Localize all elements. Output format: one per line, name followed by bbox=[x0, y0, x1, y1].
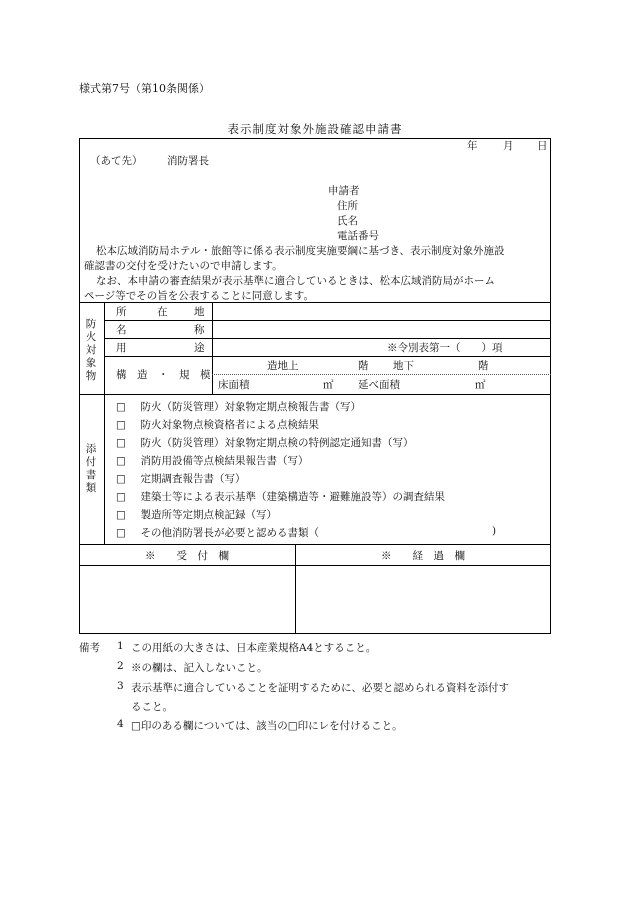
progress-field[interactable] bbox=[296, 566, 550, 633]
use-reference: ※令別表第一（ ）項 bbox=[387, 342, 503, 354]
reception-header: ※ 受 付 欄 bbox=[145, 550, 229, 562]
attachment-other-close: ) bbox=[492, 525, 497, 537]
note-text: この用紙の大きさは、日本産業規格A4とすること。 bbox=[131, 642, 377, 654]
total-area-unit: ㎡ bbox=[475, 379, 486, 391]
body-para1-line1: 松本広域消防局ホテル・旅館等に係る表示制度実施要綱に基づき、表示制度対象外施設 bbox=[96, 245, 505, 257]
checkbox-icon[interactable]: □ bbox=[116, 437, 126, 449]
note-text: □印のある欄については、該当の□印にレを付けること。 bbox=[131, 720, 403, 732]
attachment-item[interactable]: □ 消防用設備等点検結果報告書（写） bbox=[116, 455, 309, 467]
divider-target-top bbox=[79, 302, 551, 303]
floor-area-label: 床面積 bbox=[218, 379, 250, 391]
divider-target-bottom bbox=[79, 394, 551, 395]
attachment-item[interactable]: □ 防火（防災管理）対象物定期点検報告書（写） bbox=[116, 401, 361, 413]
name-label-2: 称 bbox=[194, 324, 205, 336]
applicant-label: 申請者 bbox=[328, 185, 360, 197]
structure-floors: 階 bbox=[358, 360, 369, 372]
attachment-item[interactable]: □ 防火対象物点検資格者による点検結果 bbox=[116, 419, 319, 431]
structure-ground: 造地上 bbox=[267, 360, 299, 372]
divider-target-col2 bbox=[212, 302, 213, 394]
note-num: 1 bbox=[117, 640, 124, 652]
location-label-1: 所 bbox=[116, 306, 127, 318]
attachment-item[interactable]: □ 定期調査報告書（写） bbox=[116, 473, 246, 485]
use-label-2: 途 bbox=[194, 342, 205, 354]
divider-row-use bbox=[104, 356, 551, 357]
attachment-item[interactable]: □ その他消防署長が必要と認める書類（ bbox=[116, 527, 319, 539]
checkbox-icon[interactable]: □ bbox=[116, 527, 126, 539]
attachment-item[interactable]: □ 防火（防災管理）対象物定期点検の特例認定通知書（写） bbox=[116, 437, 414, 449]
divider-attach-col bbox=[104, 394, 105, 544]
attachment-item[interactable]: □ 建築士等による表示基準（建築構造等・避難施設等）の調査結果 bbox=[116, 491, 445, 503]
date-year: 年 bbox=[467, 140, 478, 152]
checkbox-icon[interactable]: □ bbox=[116, 455, 126, 467]
date-day: 日 bbox=[537, 140, 548, 152]
location-label-3: 地 bbox=[194, 306, 205, 318]
divider-structure-mid bbox=[212, 374, 551, 375]
checkbox-icon[interactable]: □ bbox=[116, 419, 126, 431]
divider-reception-top bbox=[79, 544, 551, 545]
divider-row-location bbox=[104, 320, 551, 321]
name-label-1: 名 bbox=[116, 324, 127, 336]
body-para2-line1: なお、本申請の審査結果が表示基準に適合しているときは、松本広域消防局がホーム bbox=[96, 275, 495, 287]
note-num: 2 bbox=[117, 660, 124, 672]
applicant-phone: 電話番号 bbox=[337, 230, 379, 242]
total-area-label: 延べ面積 bbox=[358, 379, 400, 391]
note-num: 4 bbox=[117, 718, 124, 730]
checkbox-icon[interactable]: □ bbox=[116, 401, 126, 413]
location-label-2: 在 bbox=[157, 306, 168, 318]
divider-row-name bbox=[104, 338, 551, 339]
note-text: ※の欄は、記入しないこと。 bbox=[131, 662, 268, 674]
addressee-name: 消防署長 bbox=[167, 155, 209, 167]
checkbox-icon[interactable]: □ bbox=[116, 473, 126, 485]
divider-target-col1 bbox=[104, 302, 105, 394]
form-number: 様式第7号（第10条関係） bbox=[79, 82, 210, 95]
use-label-1: 用 bbox=[116, 342, 127, 354]
addressee-label: （あて先） bbox=[90, 155, 143, 167]
notes-label: 備考 bbox=[79, 642, 100, 654]
target-label: 防 火 対 象 物 bbox=[85, 318, 97, 382]
progress-header: ※ 経 過 欄 bbox=[381, 550, 465, 562]
applicant-name: 氏名 bbox=[337, 215, 358, 227]
checkbox-icon[interactable]: □ bbox=[116, 509, 126, 521]
attachment-item[interactable]: □ 製造所等定期点検記録（写） bbox=[116, 509, 277, 521]
attachments-label: 添 付 書 類 bbox=[85, 443, 97, 494]
reception-field[interactable] bbox=[80, 566, 294, 633]
note-num: 3 bbox=[117, 680, 124, 692]
applicant-address: 住所 bbox=[337, 200, 358, 212]
floor-area-unit: ㎡ bbox=[323, 379, 334, 391]
checkbox-icon[interactable]: □ bbox=[116, 491, 126, 503]
structure-label: 構 造 ・ 規 模 bbox=[116, 369, 211, 381]
page-title: 表示制度対象外施設確認申請書 bbox=[227, 122, 403, 136]
structure-basement-floors: 階 bbox=[478, 360, 489, 372]
note-text: 表示基準に適合していることを証明するために、必要と認められる資料を添付す bbox=[131, 682, 509, 694]
structure-basement: 地下 bbox=[393, 360, 414, 372]
body-para1-line2: 確認書の交付を受けたいので申請します。 bbox=[84, 260, 283, 272]
body-para2-line2: ページ等でその旨を公表することに同意します。 bbox=[84, 290, 314, 302]
date-month: 月 bbox=[503, 140, 514, 152]
note-text-continued: ること。 bbox=[131, 701, 173, 713]
